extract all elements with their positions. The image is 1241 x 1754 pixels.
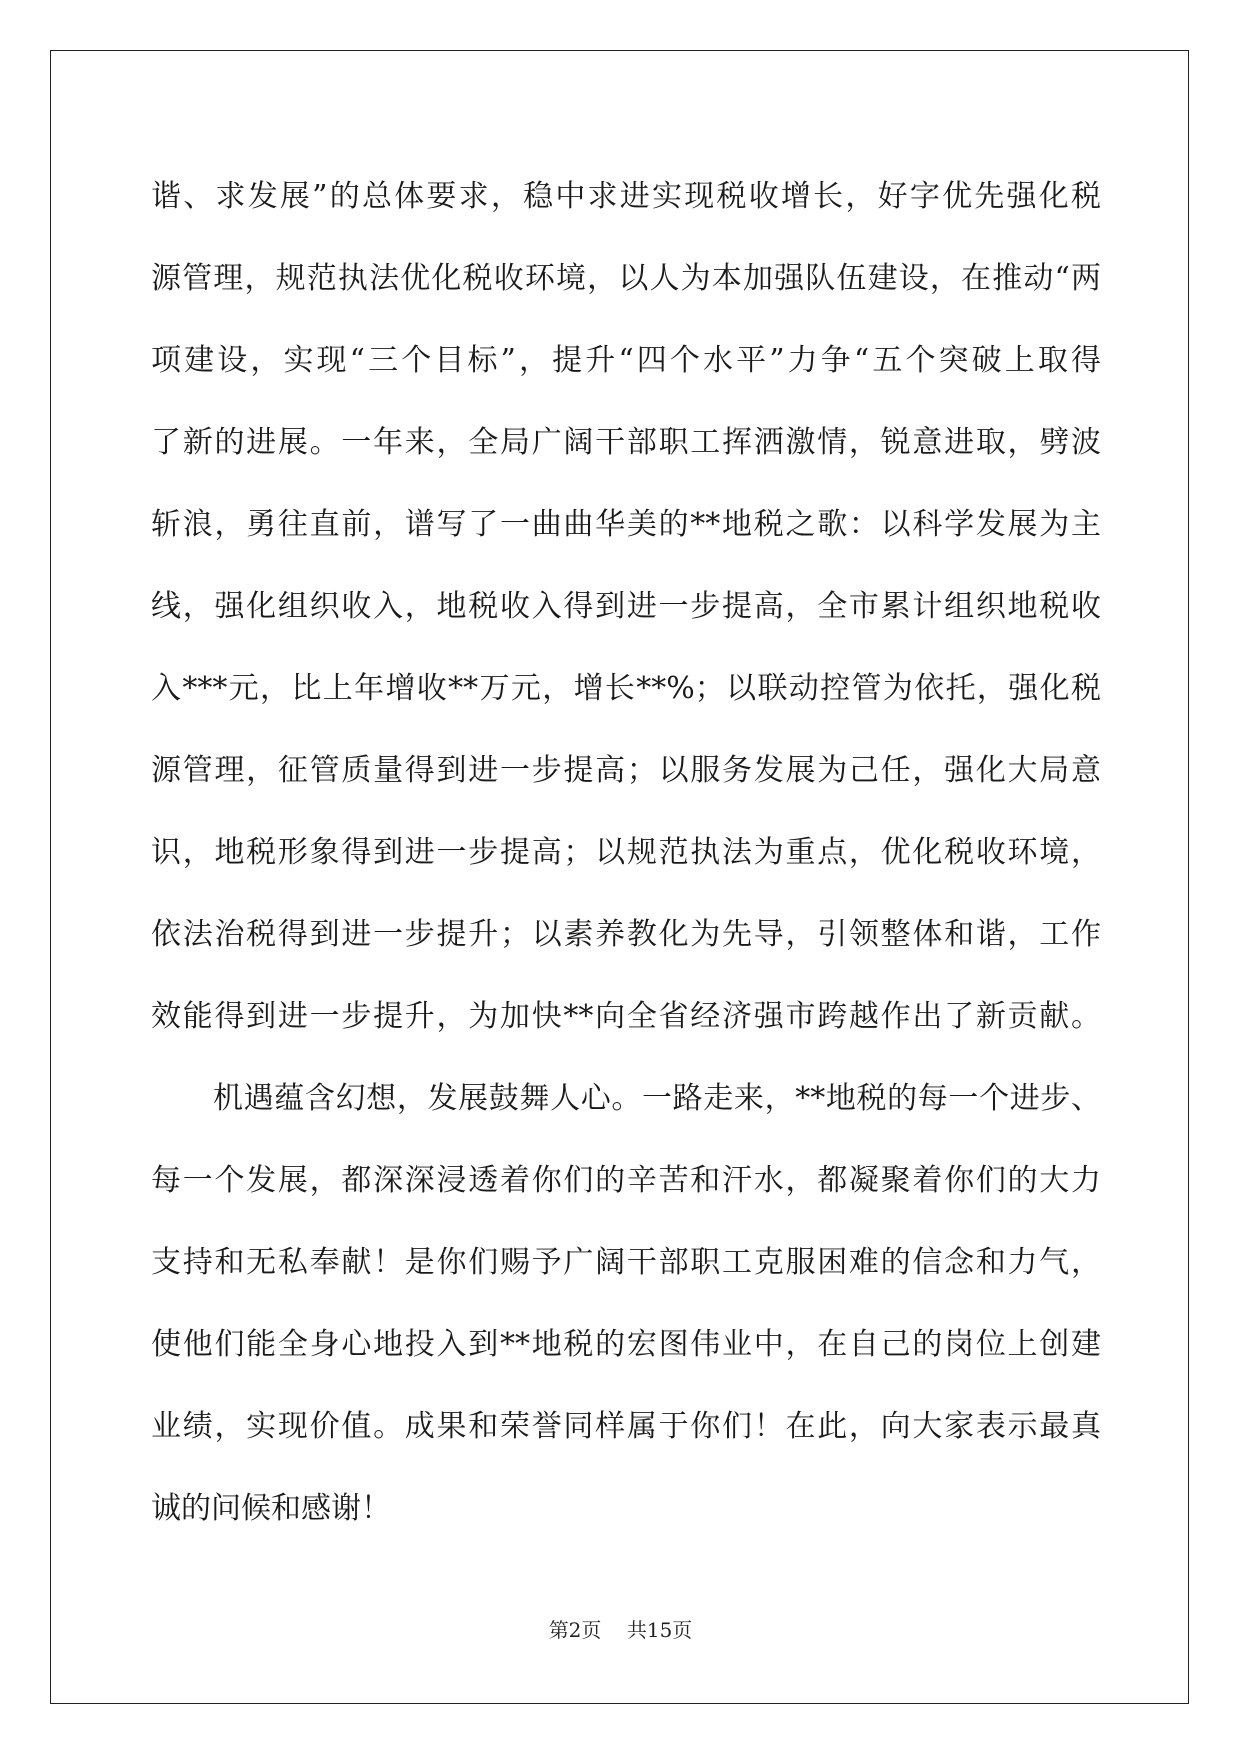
- paragraph-1-line-9: 识，地税形象得到进一步提高；以规范执法为重点，优化税收环境，: [151, 835, 1101, 870]
- paragraph-1-line-7: 入***元，比上年增收**万元，增长**%；以联动控管为依托，强化税: [151, 671, 1101, 706]
- paragraph-2-line-4: 使他们能全身心地投入到**地税的宏图伟业中，在自己的岗位上创建: [151, 1327, 1101, 1362]
- paragraph-1-line-6: 线，强化组织收入，地税收入得到进一步提高，全市累计组织地税收: [151, 589, 1101, 624]
- paragraph-2-line-3: 支持和无私奉献！是你们赐予广阔干部职工克服困难的信念和力气，: [151, 1245, 1101, 1280]
- paragraph-1-line-1: 谐、求发展”的总体要求，稳中求进实现税收增长，好字优先强化税: [151, 179, 1101, 214]
- paragraph-2-line-5: 业绩，实现价值。成果和荣誉同样属于你们！在此，向大家表示最真: [151, 1409, 1101, 1444]
- paragraph-1-line-11: 效能得到进一步提升，为加快**向全省经济强市跨越作出了新贡献。: [151, 999, 1101, 1034]
- paragraph-2-line-6: 诚的问候和感谢！: [151, 1491, 391, 1526]
- page-total: 共15页: [626, 1618, 693, 1642]
- paragraph-1-line-4: 了新的进展。一年来，全局广阔干部职工挥洒激情，锐意进取，劈波: [151, 425, 1101, 460]
- paragraph-2-line-2: 每一个发展，都深深浸透着你们的辛苦和汗水，都凝聚着你们的大力: [151, 1163, 1101, 1198]
- paragraph-1-line-2: 源管理，规范执法优化税收环境，以人为本加强队伍建设，在推动“两: [151, 261, 1101, 296]
- paragraph-1-line-5: 斩浪，勇往直前，谱写了一曲曲华美的**地税之歌：以科学发展为主: [151, 507, 1101, 542]
- paragraph-1-line-10: 依法治税得到进一步提升；以素养教化为先导，引领整体和谐，工作: [151, 917, 1101, 952]
- paragraph-1-line-3: 项建设，实现“三个目标”，提升“四个水平”力争“五个突破上取得: [151, 343, 1101, 378]
- page-footer: [0, 1614, 1241, 1643]
- page-number: 第2页: [548, 1618, 602, 1642]
- paragraph-1-line-8: 源管理，征管质量得到进一步提高；以服务发展为己任，强化大局意: [151, 753, 1101, 788]
- paragraph-2-line-1: 机遇蕴含幻想，发展鼓舞人心。一路走来，**地税的每一个进步、: [213, 1081, 1101, 1116]
- document-body: [151, 156, 1101, 1550]
